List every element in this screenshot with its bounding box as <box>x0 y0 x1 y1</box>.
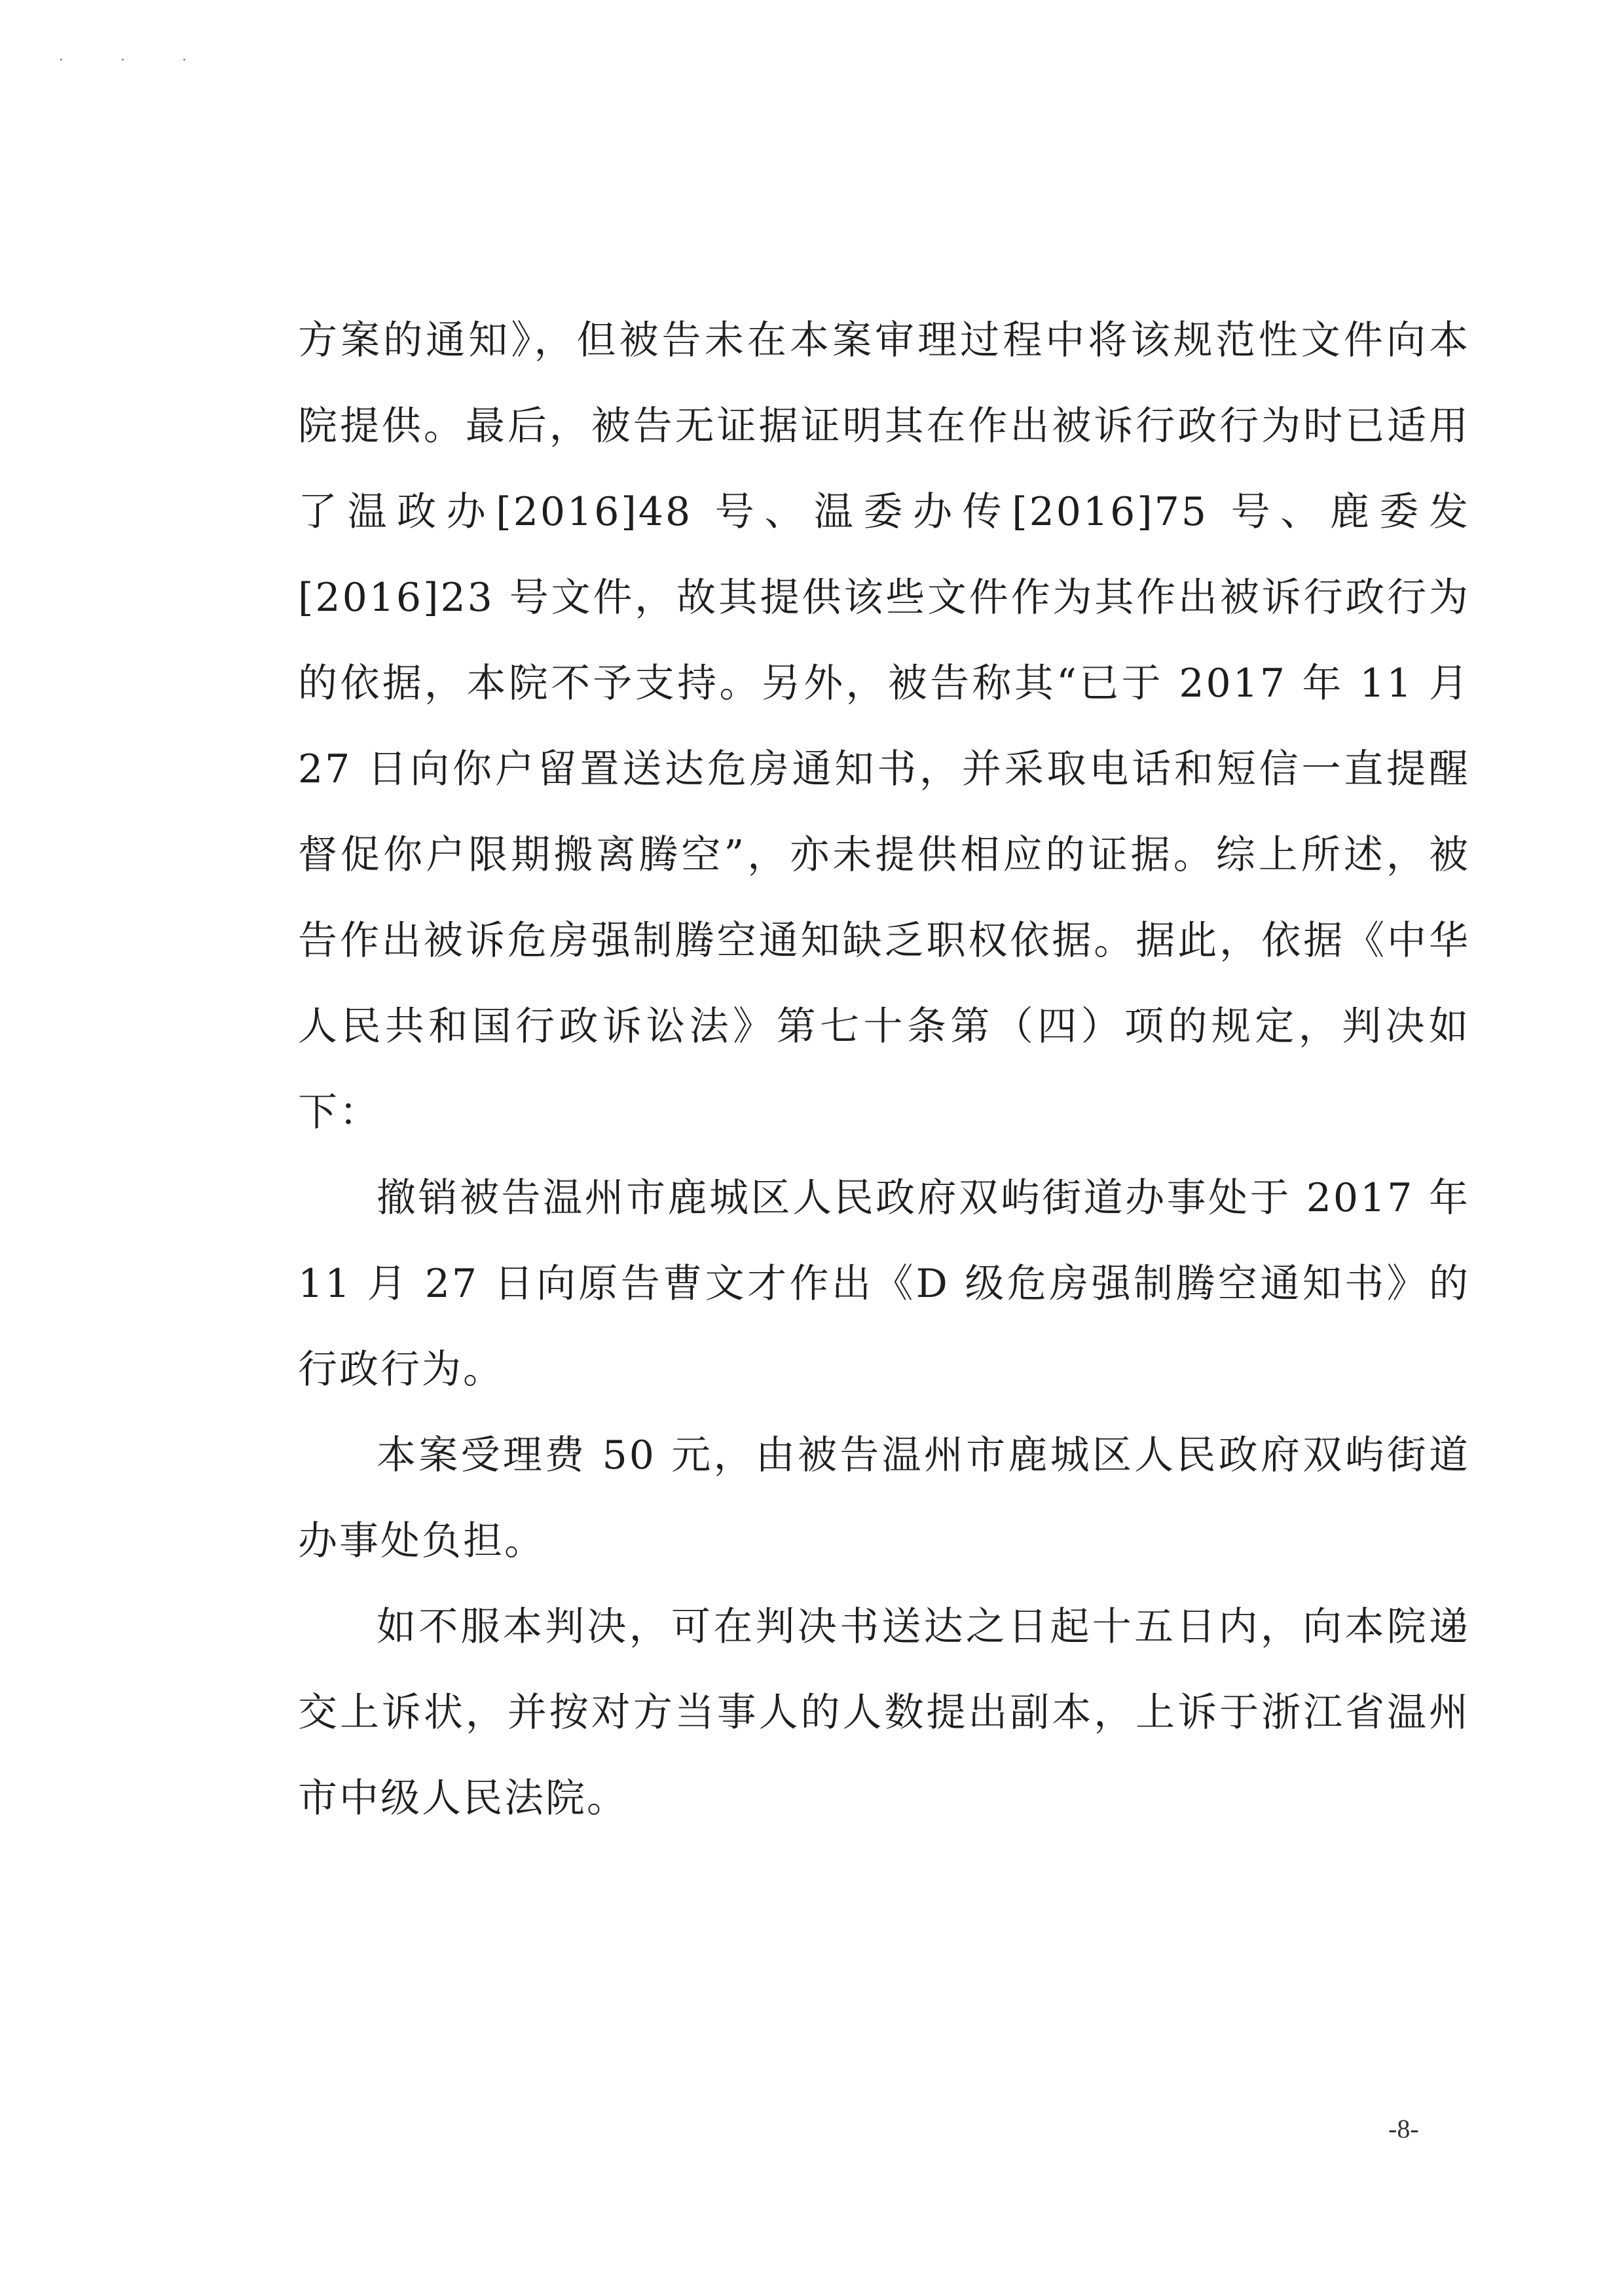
paragraph-reasoning: 方案的通知》，但被告未在本案审理过程中将该规范性文件向本院提供。最后，被告无证据证明其在作出被诉行政行为时已适用了温政办[2016]48 号、温委办传[2016]75 号、鹿委发[2016]23 号文件，故其提供该些文件作为其作出被诉行政行为的依据，本院不予支持。另外，被告称其“已于 2017 年 11 月 27 日向你户留置送达危房通知书，并采取电话和短信一直提醒督促你户限期搬离腾空”，亦未提供相应的证据。综上所述，被告作出被诉危房强制腾空通知缺乏职权依据。据此，依据《中华人民共和国行政诉讼法》第七十条第（四）项的规定，判决如下： <box>298 318 1470 1135</box>
document-body <box>298 298 1470 1842</box>
paragraph-judgment: 撤销被告温州市鹿城区人民政府双屿街道办事处于 2017 年 11 月 27 日向原告曹文才作出《D 级危房强制腾空通知书》的行政行为。 <box>298 1175 1470 1393</box>
paragraph-court-fee: 本案受理费 50 元，由被告温州市鹿城区人民政府双屿街道办事处负担。 <box>298 1432 1470 1564</box>
paragraph-appeal-notice: 如不服本判决，可在判决书送达之日起十五日内，向本院递交上诉状，并按对方当事人的人数提出副本，上诉于浙江省温州市中级人民法院。 <box>298 1604 1470 1821</box>
page-number: -8- <box>1388 2114 1419 2143</box>
scan-specks-decoration: · · · <box>59 52 213 69</box>
